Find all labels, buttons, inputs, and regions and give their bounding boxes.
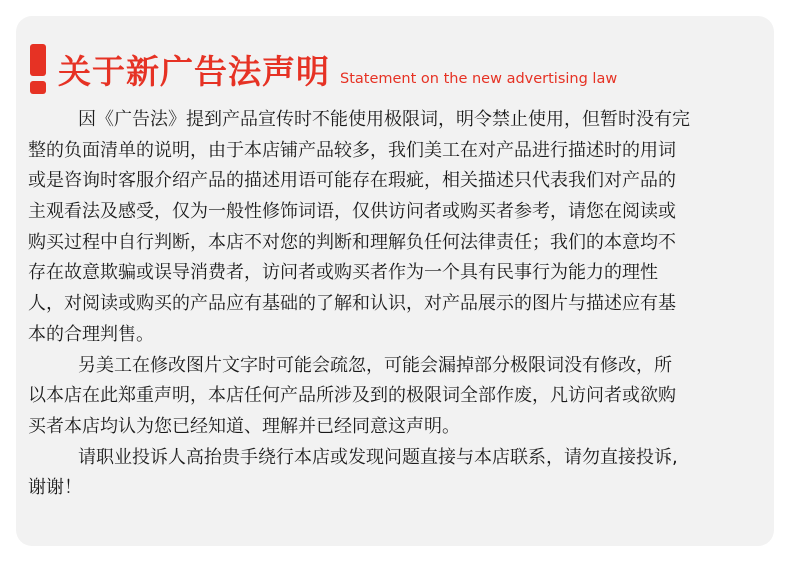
statement-subtitle: Statement on the new advertising law [340,71,618,87]
text-line: 人，对阅读或购买的产品应有基础的了解和认识，对产品展示的图片与描述应有基 [28,293,676,315]
text-line: 另美工在修改图片文字时可能会疏忽，可能会漏掉部分极限词没有修改，所 [78,354,672,376]
statement-body [28,105,768,504]
statement-title: 关于新广告法声明 [58,52,330,91]
text-line: 或是咨询时客服介绍产品的描述用语可能存在瑕疵，相关描述只代表我们对产品的 [28,170,676,192]
statement-card [16,16,774,546]
text-line: 本的合理判售。 [28,323,154,345]
text-line: 买者本店均认为您已经知道、理解并已经同意这声明。 [28,415,460,437]
exclamation-icon [30,44,46,94]
statement-header [30,38,617,94]
text-line: 存在故意欺骗或误导消费者，访问者或购买者作为一个具有民事行为能力的理性 [28,262,658,284]
text-line: 主观看法及感受，仅为一般性修饰词语，仅供访问者或购买者参考，请您在阅读或 [28,201,676,223]
text-line: 整的负面清单的说明，由于本店铺产品较多，我们美工在对产品进行描述时的用词 [28,139,676,161]
text-line: 以本店在此郑重声明，本店任何产品所涉及到的极限词全部作废，凡访问者或欲购 [28,385,676,407]
text-line: 请职业投诉人高抬贵手绕行本店或发现问题直接与本店联系，请勿直接投诉, [78,446,678,468]
text-line: 谢谢！ [28,477,82,499]
text-line: 因《广告法》提到产品宣传时不能使用极限词，明令禁止使用，但暂时没有完 [78,109,690,130]
text-line: 购买过程中自行判断，本店不对您的判断和理解负任何法律责任；我们的本意均不 [28,231,676,253]
